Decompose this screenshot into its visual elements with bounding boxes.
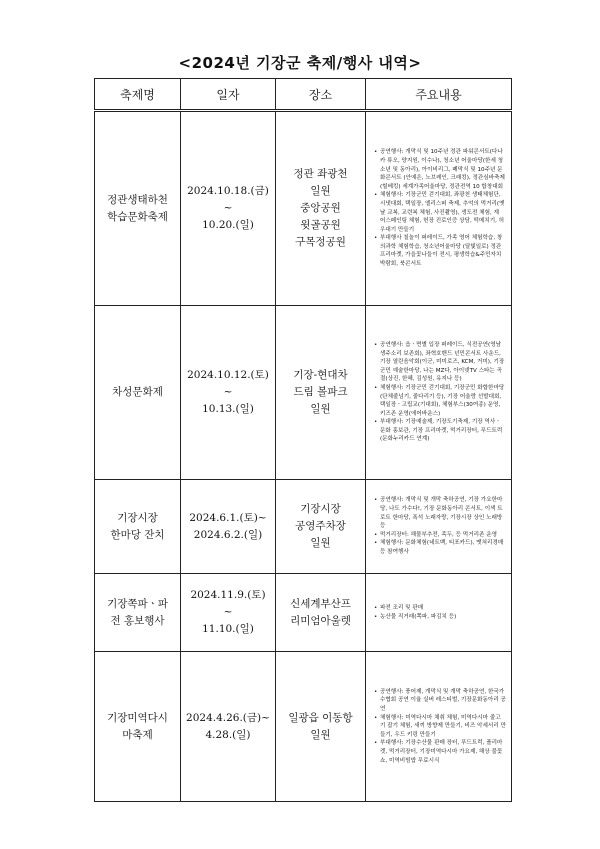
header-date: 일자	[181, 79, 276, 111]
festival-content	[366, 306, 512, 480]
festival-name: 차성문화제	[95, 306, 181, 480]
table-row	[95, 652, 512, 802]
events-table	[94, 78, 512, 802]
content-item: • 파전 조리 및 판매	[374, 604, 506, 613]
festival-name: 기장시장 한마당 잔치	[95, 480, 181, 574]
festival-place: 정관 좌광천 일원 중앙공원 윗골공원 구목정공원	[276, 111, 366, 306]
table-header-row	[95, 79, 512, 111]
festival-date: 2024.11.9.(토) ~ 11.10.(일)	[181, 574, 276, 652]
content-item: • 부대행사: 기장수산물 판매 장터, 푸드트럭, 플리마켓, 먹거리장터, 기장미역다시마 가요제, 해상 불꽃쇼, 미역비빔밥 무료시식	[374, 739, 506, 765]
festival-name: 기장쪽파ㆍ파 전 홍보행사	[95, 574, 181, 652]
table-row	[95, 574, 512, 652]
content-item: • 공연행사: 개막식 및 10주년 정관 파워콘서트(다나카 류오, 양지원, 이수나), 청소년 어울마당(한세 청소년 및 동아리), 아이비리그, 폐막식 및 10주년 문화콘서트 (안예은, 노브레인, 크래킹), 정관심바축제 (힐베킹) 세계가족어울마당, 정관전역 10 합창대회	[374, 148, 506, 191]
content-item: • 부대행사: 기장예술제, 기장도기축제, 기장 역사ㆍ문화 홍보관, 기장 프리마켓, 먹거리장터, 푸드트럭(문화누리카드 연계)	[374, 418, 506, 444]
content-item: • 체험행사: 기장군민 걷기대회, 좌광천 생태체험단, 시냇대회, 택일장, 엘리스퍼 축제, 추억의 먹거리(옛날 교복, 교련복 체험, 사진촬영), 생도전 체험, 재 어스페인팅 체험, 헌장 진로인증 상담, 떡메치기, 허우대기 만들기	[374, 191, 506, 234]
content-item: • 부대행사 칠놀이 퍼레이드, 가족 영어 체험학습, 창의과학 체험학습, 청소년어울마당 (달빛일로) 정관 프리마켓, 가을꽃나들이 전시, 평생학습&주민자치 박람회, 북콘서트	[374, 234, 506, 268]
festival-content	[366, 652, 512, 802]
table-row	[95, 480, 512, 574]
festival-place: 기장시장 공영주차장 일원	[276, 480, 366, 574]
festival-date: 2024.10.18.(금) ~ 10.20.(일)	[181, 111, 276, 306]
festival-place: 기장-현대차 드림 볼파크 일원	[276, 306, 366, 480]
festival-name: 정관생태하천 학습문화축제	[95, 111, 181, 306]
content-item: • 공연행사: 개막식 및 개막 축하공연, 기장 가요한마당, 나도 가수다!, 기장 문화동아리 콘서트, 이색 트로트 한마당, 폭석 노래자랑, 기장시장 상인 노래방 등	[374, 496, 506, 530]
festival-content	[366, 480, 512, 574]
festival-name: 기장미역다시 마축제	[95, 652, 181, 802]
table-row	[95, 111, 512, 306]
festival-content	[366, 111, 512, 306]
festival-date: 2024.10.12.(토) ~ 10.13.(일)	[181, 306, 276, 480]
festival-place: 일광읍 이동항 일원	[276, 652, 366, 802]
page-title: <2024년 기장군 축제/행사 내역>	[178, 54, 422, 72]
content-item: • 공연행사: 읍ㆍ면별 입장 퍼레이드, 식전공연(영남 생주소리 보존회), 좌혁호밴드 넌민콘서트 사운드, 기장 열린음악회(이군, 미미로즈, KCM, 거미), 기장군민 예술한마당, 나는 MZ다, 아이넷TV 스타는 곡절(상진, 한혜, 김성원, 유지나 등)	[374, 341, 506, 384]
header-name: 축제명	[95, 79, 181, 111]
header-content: 주요내용	[366, 79, 512, 111]
content-item: • 체험행사: 미역다시마 채취 체험, 미역다시마 줄고기 잡기 체험, 새끼 방향제 만들기, 비즈 악세서리 만들기, 우드 키링 만들기	[374, 714, 506, 740]
content-item: • 공연행사: 풍어제, 개막식 및 개막 축하공연, 한국가수협회 공연 이율 실버 레스티벌, 기장문화동아리 공연	[374, 688, 506, 714]
content-item: • 먹거리장터: 해물부추전, 족두, 등 먹거리존 운영	[374, 531, 506, 540]
header-place: 장소	[276, 79, 366, 111]
festival-date: 2024.4.26.(금)~ 4.28.(일)	[181, 652, 276, 802]
table-row	[95, 306, 512, 480]
festival-content	[366, 574, 512, 652]
festival-place: 신세계부산프 리미엄아울렛	[276, 574, 366, 652]
festival-date: 2024.6.1.(토)~ 2024.6.2.(일)	[181, 480, 276, 574]
content-item: • 체험행사: 문화체험(네트백, 티포카드), 맷쳐리경매 등 참여행사	[374, 539, 506, 556]
content-item: • 농산물 직거래(쪽파, 파김치 등)	[374, 613, 506, 622]
content-item: • 체험행사: 기장군민 걷기대회, 기장군민 화합한마당(단체줄넘기, 줄다리기 등), 기장 어울랑 선발대회, 택일장ㆍ고립교(기대회), 체험부스(30여종) 운영, 키즈존 운영(에어바운스)	[374, 384, 506, 418]
